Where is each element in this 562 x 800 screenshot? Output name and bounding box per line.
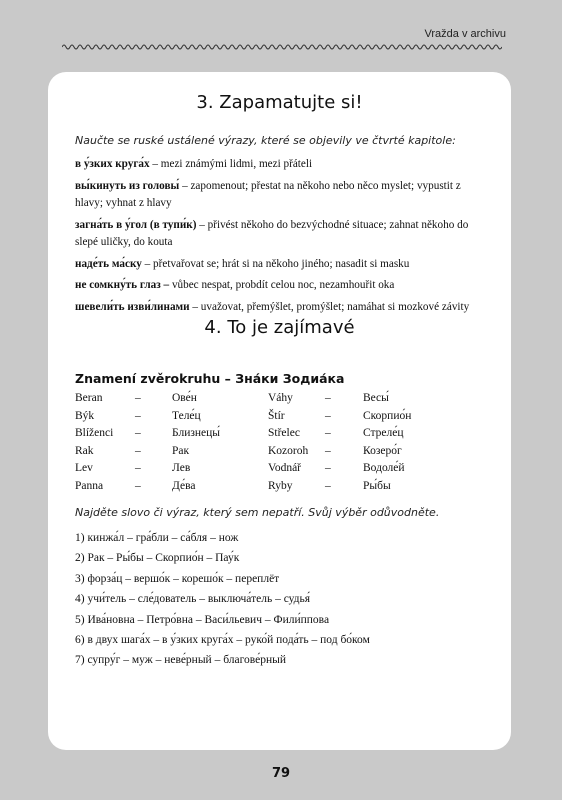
zodiac-dash: – <box>135 462 141 474</box>
exercise-card <box>48 72 511 750</box>
zodiac-czech: Vodnář <box>268 462 302 474</box>
zodiac-russian: Лев <box>172 462 191 474</box>
zodiac-dash: – <box>135 427 141 439</box>
zodiac-dash: – <box>325 427 331 439</box>
zodiac-czech: Střelec <box>268 427 300 439</box>
running-title: Vražda v archivu <box>424 28 506 40</box>
wavy-divider <box>62 42 502 52</box>
quiz-item: 7) супру́г – муж – неве́рный – благове́рный <box>75 654 287 667</box>
zodiac-row <box>75 427 495 445</box>
zodiac-czech: Ryby <box>268 479 293 492</box>
zodiac-russian: Рак <box>172 444 190 457</box>
zodiac-dash: – <box>135 392 141 404</box>
expression-term: вы́кинуть из головы́ <box>75 179 180 192</box>
zodiac-row <box>75 392 495 410</box>
page-number: 79 <box>271 766 291 781</box>
expression-item <box>75 256 490 274</box>
zodiac-dash: – <box>325 479 331 492</box>
zodiac-czech: Panna <box>75 479 104 492</box>
quiz-item: 3) форза́ц – вершо́к – корешо́к – переплёт <box>75 572 280 585</box>
expression-meaning: – uvažovat, přemýšlet, promýšlet; namáhat si mozkové závity <box>189 300 470 313</box>
zodiac-dash: – <box>325 409 331 422</box>
zodiac-russian: Козеро́г <box>363 444 402 457</box>
zodiac-russian: Водоле́й <box>363 462 405 474</box>
zodiac-dash: – <box>135 444 141 457</box>
expression-term: не сомкну́ть глаз – <box>75 279 170 291</box>
expression-term: шевели́ть изви́линами <box>75 300 190 313</box>
zodiac-dash: – <box>325 462 331 474</box>
expression-meaning: – přivést někoho do bezvýchodné situace; zahnat někoho do slepé uličky, do kouta <box>75 218 469 248</box>
zodiac-row <box>75 480 495 498</box>
zodiac-russian: Ове́н <box>172 392 197 404</box>
expression-item <box>75 156 490 174</box>
zodiac-russian: Стреле́ц <box>363 427 404 439</box>
expression-meaning: – zapomenout; přestat na někoho nebo něco myslet; vypustit z hlavy; vyhnat z hlavy <box>75 179 461 209</box>
expression-list <box>75 156 490 320</box>
quiz-item: 5) Ива́новна – Петро́вна – Васи́льевич – Фили́ппова <box>75 613 330 626</box>
zodiac-dash: – <box>135 409 141 422</box>
expression-meaning: vůbec nespat, probdít celou noc, nezamhouřit oka <box>169 279 395 291</box>
expression-term: загна́ть в у́гол (в тупи́к) <box>75 218 197 231</box>
expression-item <box>75 277 490 295</box>
section-3-intro: Naučte se ruské ustálené výrazy, které se objevily ve čtvrté kapitole: <box>75 134 456 147</box>
zodiac-czech: Rak <box>75 444 94 457</box>
expression-item <box>75 299 490 317</box>
section-3-title: 3. Zapamatujte si! <box>196 92 363 113</box>
zodiac-russian: Теле́ц <box>172 409 201 422</box>
zodiac-russian: Весы́ <box>363 392 389 404</box>
zodiac-czech: Lev <box>75 462 93 474</box>
quiz-item: 4) учи́тель – сле́дователь – выключа́тель – судья́ <box>75 593 311 606</box>
quiz-item: 6) в двух шага́х – в у́зких круга́х – руко́й пода́ть – под бо́ком <box>75 634 370 647</box>
zodiac-dash: – <box>135 479 141 492</box>
zodiac-russian: Близнецы́ <box>172 427 221 439</box>
zodiac-russian: Де́ва <box>172 479 196 492</box>
zodiac-czech: Štír <box>268 409 285 422</box>
zodiac-heading: Znamení zvěrokruhu – Зна́ки Зодиа́ка <box>75 371 345 386</box>
zodiac-czech: Kozoroh <box>268 444 309 457</box>
quiz-item: 1) кинжа́л – гра́бли – са́бля – нож <box>75 532 239 544</box>
expression-meaning: – přetvařovat se; hrát si na někoho jiného; nasadit si masku <box>141 257 410 270</box>
zodiac-czech: Blíženci <box>75 427 114 439</box>
quiz-item: 2) Рак – Ры́бы – Скорпио́н – Пау́к <box>75 552 240 565</box>
zodiac-czech: Býk <box>75 409 95 422</box>
expression-term: в у́зких круга́х <box>75 158 150 170</box>
section-4-title: 4. To je zajímavé <box>204 317 355 338</box>
zodiac-table <box>75 392 495 497</box>
zodiac-russian: Ры́бы <box>363 479 391 492</box>
expression-term: наде́ть ма́ску <box>75 257 142 270</box>
task-instruction: Najděte slovo či výraz, který sem nepatří. Svůj výběr odůvodněte. <box>75 506 440 519</box>
expression-item <box>75 178 490 213</box>
zodiac-dash: – <box>325 444 331 457</box>
expression-item <box>75 217 490 252</box>
zodiac-czech: Beran <box>75 392 103 404</box>
quiz-list <box>75 528 490 671</box>
zodiac-row <box>75 410 495 428</box>
zodiac-dash: – <box>325 392 331 404</box>
zodiac-row <box>75 445 495 463</box>
zodiac-czech: Váhy <box>268 392 293 404</box>
expression-meaning: – mezi známými lidmi, mezi přáteli <box>149 158 313 170</box>
zodiac-row <box>75 462 495 480</box>
zodiac-russian: Скорпио́н <box>363 409 412 422</box>
